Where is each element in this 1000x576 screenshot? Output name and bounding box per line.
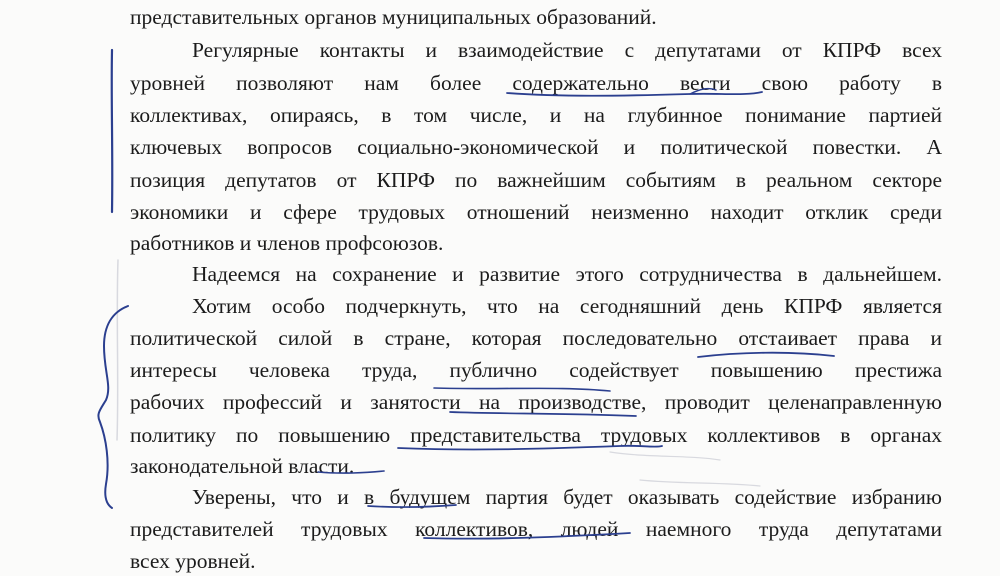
text-line-1: представительных органов муниципальных образований. [130, 5, 657, 29]
text-line-14: политику по повышению представительства трудовых коллективов в органах [130, 423, 942, 447]
text-line-16: Уверены, что и в будущем партия будет оказывать содействие избранию [192, 485, 942, 509]
text-line-8: работников и членов профсоюзов. [130, 231, 444, 255]
text-line-12: интересы человека труда, публично содействует повышению престижа [130, 358, 942, 382]
margin-curly-bracket [98, 306, 128, 508]
text-line-10: Хотим особо подчеркнуть, что на сегодняшний день КПРФ является [192, 294, 942, 318]
text-line-2: Регулярные контакты и взаимодействие с депутатами от КПРФ всех [192, 38, 942, 62]
margin-vertical-line [112, 50, 113, 212]
text-line-15: законодательной власти. [130, 454, 355, 478]
text-line-7: экономики и сфере трудовых отношений неизменно находит отклик среди [130, 200, 942, 224]
text-line-9: Надеемся на сохранение и развитие этого сотрудничества в дальнейшем. [192, 262, 942, 286]
text-line-5: ключевых вопросов социально-экономической и политической повестки. А [130, 135, 942, 159]
text-line-4: коллективах, опираясь, в том числе, и на глубинное понимание партией [130, 103, 942, 127]
text-line-11: политической силой в стране, которая последовательно отстаивает права и [130, 326, 942, 350]
bleed-through-mark [117, 260, 118, 440]
text-line-3: уровней позволяют нам более содержательно вести свою работу в [130, 71, 942, 95]
text-line-18: всех уровней. [130, 549, 256, 573]
text-line-13: рабочих профессий и занятости на производстве, проводит целенаправленную [130, 390, 942, 414]
text-line-6: позиция депутатов от КПРФ по важнейшим событиям в реальном секторе [130, 168, 942, 192]
text-line-17: представителей трудовых коллективов, людей наемного труда депутатами [130, 517, 942, 541]
